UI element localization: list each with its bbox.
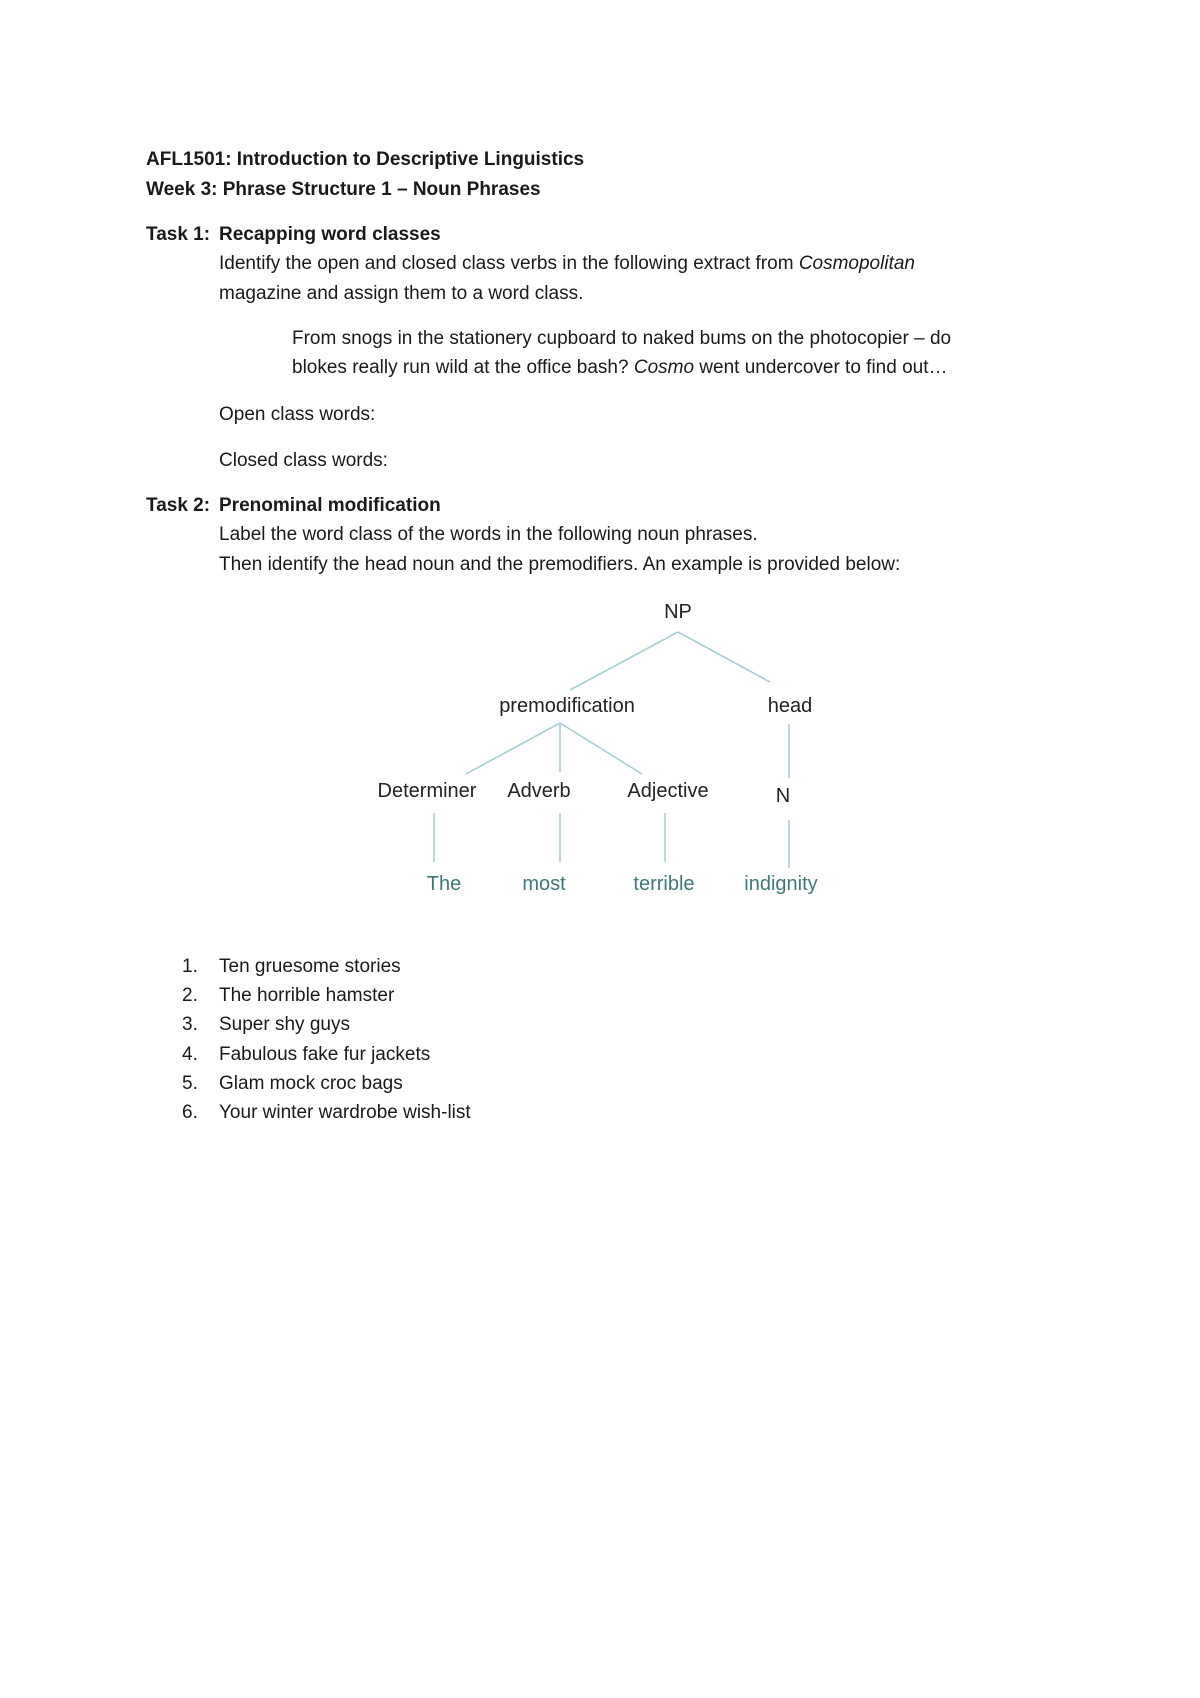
tree-edge-np-premod bbox=[570, 632, 678, 690]
tree-edge-np-head bbox=[678, 632, 770, 682]
extract-line-2-end: went undercover to find out… bbox=[694, 357, 948, 378]
list-item-number: 1. bbox=[182, 956, 198, 977]
task2-title: Prenominal modification bbox=[219, 495, 441, 516]
list-item-text: Glam mock croc bags bbox=[219, 1072, 403, 1094]
list-item-text: Your winter wardrobe wish-list bbox=[219, 1101, 471, 1123]
week-title: Week 3: Phrase Structure 1 – Noun Phrases bbox=[146, 179, 541, 200]
extract-line-2-italic: Cosmo bbox=[633, 357, 695, 378]
tree-edge-premod-det bbox=[466, 723, 560, 774]
tree-word-most: most bbox=[522, 873, 566, 895]
list-item-number: 4. bbox=[182, 1043, 198, 1065]
tree-node-adjective: Adjective bbox=[627, 780, 709, 802]
np-tree-diagram bbox=[360, 590, 840, 910]
tree-node-n: N bbox=[775, 785, 791, 807]
tree-word-indignity: indignity bbox=[744, 873, 818, 895]
extract-line-1: From snogs in the stationery cupboard to naked bums on the photocopier – do bbox=[292, 328, 952, 349]
tree-edge-premod-adj bbox=[560, 723, 642, 774]
list-item-text: Ten gruesome stories bbox=[219, 956, 401, 977]
list-item-text: The horrible hamster bbox=[219, 985, 395, 1007]
tree-node-head: head bbox=[767, 695, 813, 717]
open-class-label: Open class words: bbox=[219, 404, 376, 425]
tree-word-the: The bbox=[426, 873, 462, 895]
task2-instruction-line1: Label the word class of the words in the following noun phrases. bbox=[219, 524, 758, 545]
list-item-number: 6. bbox=[182, 1101, 198, 1123]
list-item-text: Fabulous fake fur jackets bbox=[219, 1043, 431, 1065]
task1-label: Task 1: bbox=[146, 224, 211, 245]
course-title: AFL1501: Introduction to Descriptive Linguistics bbox=[146, 149, 585, 170]
task1-title: Recapping word classes bbox=[219, 224, 441, 245]
tree-node-np: NP bbox=[664, 601, 692, 623]
task2-instruction-line2: Then identify the head noun and the premodifiers. An example is provided below: bbox=[219, 554, 901, 575]
task1-instruction-magazine: Cosmopolitan bbox=[798, 253, 915, 274]
task1-instruction bbox=[219, 252, 915, 276]
list-item-text: Super shy guys bbox=[219, 1014, 350, 1036]
closed-class-label: Closed class words: bbox=[219, 450, 388, 471]
extract-line-2 bbox=[292, 356, 948, 380]
tree-node-determiner: Determiner bbox=[377, 780, 477, 802]
tree-word-terrible: terrible bbox=[633, 873, 695, 895]
list-item-number: 2. bbox=[182, 985, 198, 1007]
list-item-number: 3. bbox=[182, 1014, 198, 1036]
task2-label: Task 2: bbox=[146, 495, 211, 516]
tree-node-adverb: Adverb bbox=[507, 780, 571, 802]
list-item-number: 5. bbox=[182, 1072, 198, 1094]
task1-instruction-line2: magazine and assign them to a word class. bbox=[219, 283, 584, 304]
extract-line-2-start: blokes really run wild at the office bash? bbox=[292, 357, 634, 378]
tree-node-premodification: premodification bbox=[499, 695, 635, 717]
task1-instruction-text: Identify the open and closed class verbs in the following extract from bbox=[219, 253, 799, 274]
